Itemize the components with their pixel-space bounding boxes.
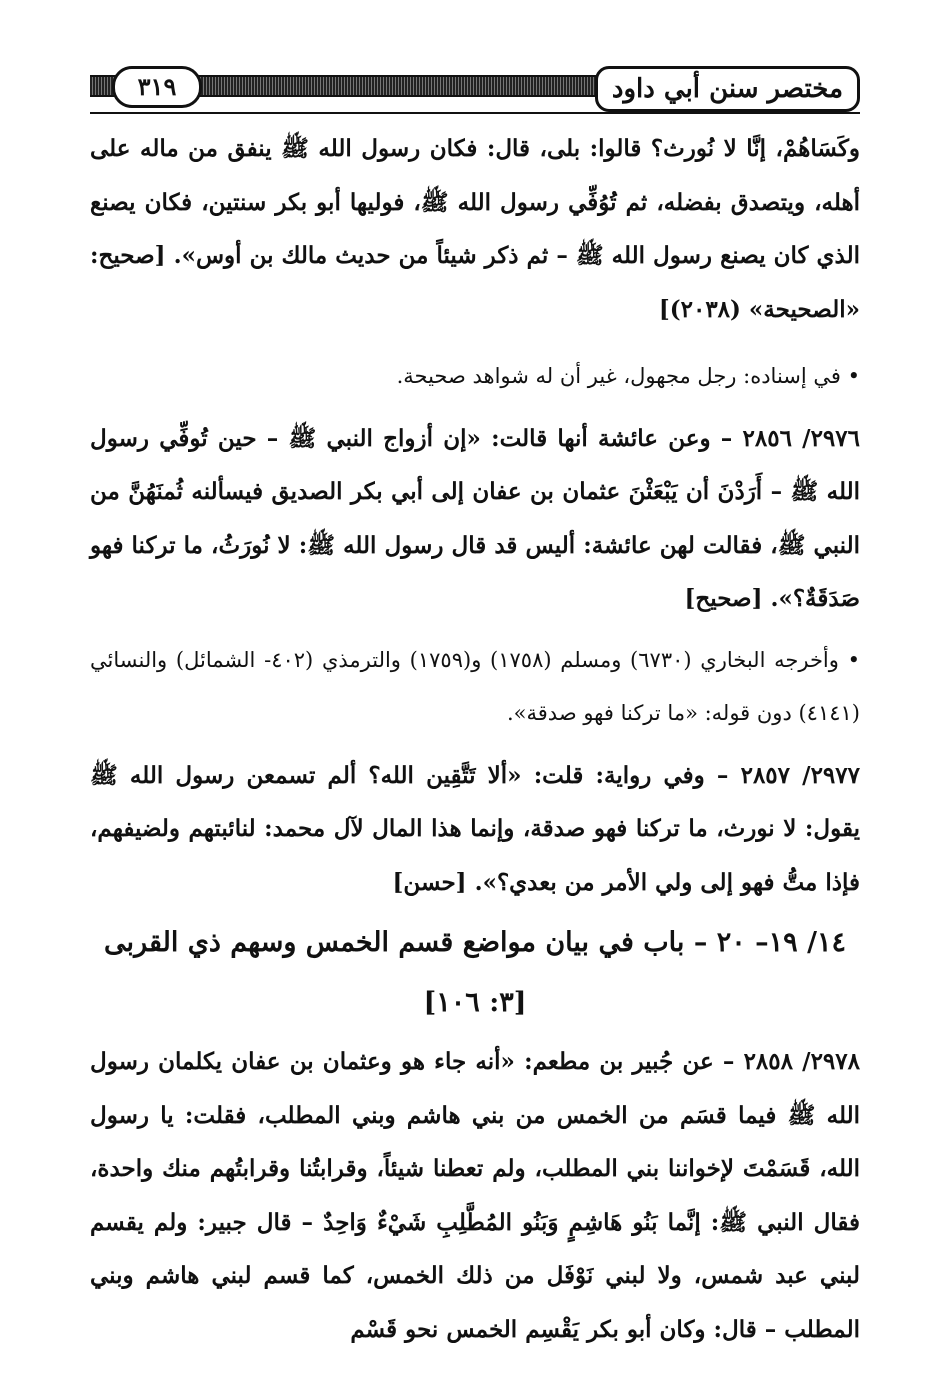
- footnote-commentary: • في إسناده: رجل مجهول، غير أن له شواهد صحيحة.: [396, 364, 860, 388]
- chapter-heading: ١٤/ ١٩– ٢٠ – باب في بيان مواضع قسم الخمس وسهم ذي القربى [٣: ١٠٦]: [104, 927, 846, 1018]
- book-title: مختصر سنن أبي داود: [595, 66, 860, 112]
- hadith-2976: ٢٩٧٦/ ٢٨٥٦ – وعن عائشة أنها قالت: «إن أزواج النبي ﷺ – حين تُوفِّي رسول الله ﷺ – أَرَدْنَ أن يَبْعَثْنَ عثمان بن عفان إلى أبي بكر الصديق فيسألنه ثُمنَهُنَّ من النبي ﷺ، فقالت لهن عائشة: أليس قد قال رسول الله ﷺ: لا نُورَثُ، ما تركنا فهو صَدَقَةٌ؟». [صحيح]: [90, 424, 860, 612]
- header-divider: [90, 112, 860, 114]
- footnote-commentary: • وأخرجه البخاري (٦٧٣٠) ومسلم (١٧٥٨) و(١٧٥٩) والترمذي (٤٠٢- الشمائل) والنسائي (٤١٤١) دون قوله: «ما تركنا فهو صدقة».: [90, 647, 861, 725]
- hadith-continuation: وكَسَاهُمْ، إنَّا لا نُورث؟ قالوا: بلى، قال: فكان رسول الله ﷺ ينفق من ماله على أهله، ويتصدق بفضله، ثم تُوُفِّي رسول الله ﷺ، فوليها أبو بكر سنتين، فكان يصنع الذي كان يصنع رسول الله ﷺ – ثم ذكر شيئاً من حديث مالك بن أوس». [صحيح: «الصحيحة» (٢٠٣٨)]: [90, 135, 860, 323]
- page-number: ٣١٩: [112, 66, 202, 108]
- hadith-2978: ٢٩٧٨/ ٢٨٥٨ – عن جُبير بن مطعم: «أنه جاء هو وعثمان بن عفان يكلمان رسول الله ﷺ فيما قسَم من الخمس من بني هاشم وبني المطلب، فقلت: يا رسول الله، قَسَمْتَ لإخواننا بني المطلب، ولم تعطنا شيئاً، وقرابتُنا وقرابتُهم منك واحدة، فقال النبي ﷺ: إنَّما بَنُو هَاشِمٍ وَبَنُو المُطَّلِبِ شَيْءٌ وَاحِدٌ – قال جبير: ولم يقسم لبني عبد شمس، ولا لبني نَوْفَل من ذلك الخمس، كما قسم لبني هاشم وبني المطلب – قال: وكان أبو بكر يَقْسِم الخمس نحو قَسْم: [90, 1048, 860, 1343]
- page-body: [90, 122, 860, 1356]
- page-header: [90, 60, 860, 118]
- hadith-2977: ٢٩٧٧/ ٢٨٥٧ – وفي رواية: قلت: «ألا تَتَّقِين الله؟ ألم تسمعن رسول الله ﷺ يقول: لا نورث، ما تركنا فهو صدقة، وإنما هذا المال لآل محمد: لنائبتهم ولضيفهم، فإذا متُّ فهو إلى ولي الأمر من بعدي؟». [حسن]: [90, 761, 860, 896]
